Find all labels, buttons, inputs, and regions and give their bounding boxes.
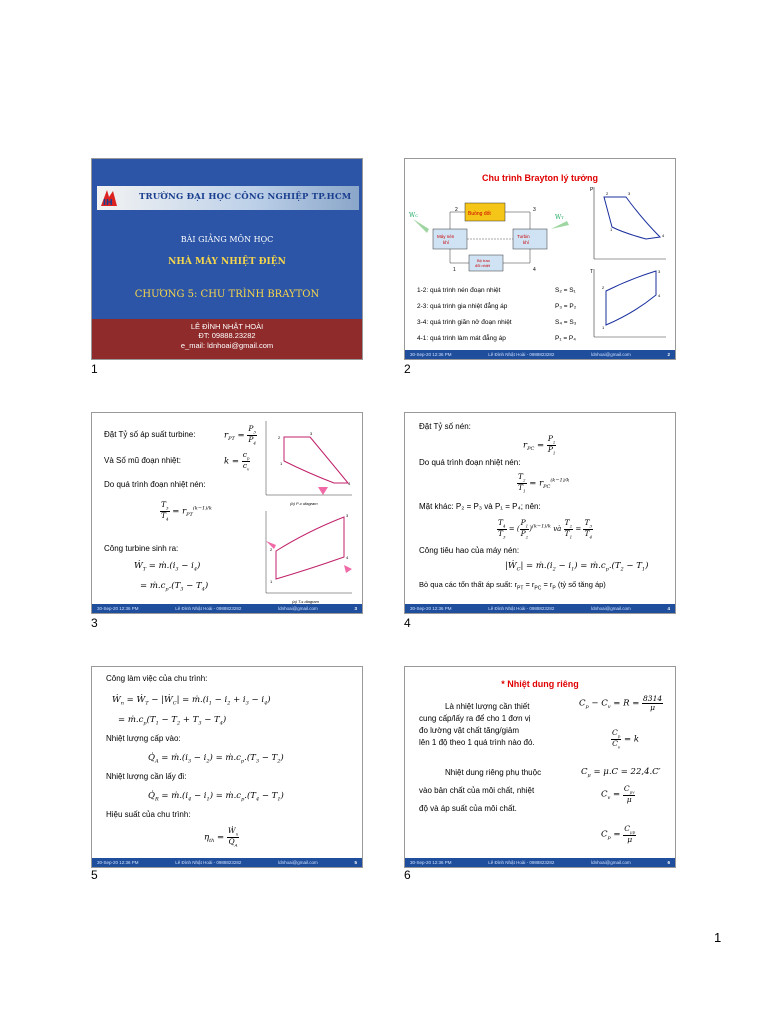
ts-diagram [260,507,356,607]
slide-6 [404,666,676,868]
pressure-loss-note: Bỏ qua các tổn thất áp suất: $r_{PT} = r_{PC} = r_P$ (tỷ số tăng áp) [419,580,606,592]
slide-footer [405,350,675,359]
course-label: BÀI GIẢNG MÔN HỌC [180,235,274,244]
svg-text:2: 2 [606,191,609,196]
slide-5 [91,666,363,868]
footer-date: 30-Sep-20 12:36 PM [97,606,139,611]
equation-k: k = $\frac{c_p}{c_v}$ [224,450,250,471]
text-line: Mặt khác: P₂ = P₃ và P₁ = P₄; nên: [419,502,541,511]
course-name: NHÀ MÁY NHIỆT ĐIỆN [168,257,286,267]
equation-wn-1: Ẇ$_n$ = Ẇ$_T$ − |Ẇ$_C$| = $ṁ.(i_1 - i_2 + i_3 - i_4)$ [112,695,271,707]
process-2-3-cond: P₃ = P₂ [555,303,577,310]
text-line: lên 1 độ theo 1 quá trình nào đó. [419,738,535,747]
process-1-2: 1-2: quá trình nén đoạn nhiệt [417,287,501,294]
process-2-3: 2-3: quá trình gia nhiệt đẳng áp [417,303,508,310]
wt-label: WT [555,214,564,221]
text-line: Hiệu suất của chu trình: [106,810,191,819]
process-3-4-cond: S₄ = S₃ [555,319,577,326]
equation-wc: |Ẇ$_C$| = $ṁ.(i_2 - i_1)$ = $ṁ.c_p.(T_2 - T_1)$ [505,561,649,573]
point-1: 1 [453,267,456,273]
pv-diagram [590,183,670,263]
university-name: TRƯỜNG ĐẠI HỌC CÔNG NGHIỆP TP.HCM [139,192,352,202]
wc-label: WC [409,212,419,219]
point-3: 3 [533,207,536,213]
text-line: đo lường vật chất tăng/giảm [419,726,519,735]
brayton-schematic-diagram [405,185,590,279]
slide-number: 4 [404,616,411,630]
svg-text:1: 1 [602,325,605,330]
text-line: Và Số mũ đoạn nhiệt: [104,456,181,465]
text-line: Công turbine sinh ra: [104,544,179,553]
author-email: e_mail: ldnhoai@gmail.com [180,340,274,350]
slide-2 [404,158,676,360]
turbine-label: Turbin [517,234,530,239]
equation-k: $\frac{C_p}{C_v}$ = k [612,728,639,749]
footer-email: ldnhoai@gmail.com [278,606,318,611]
author-band [92,319,362,360]
svg-text:P: P [590,187,594,193]
text-line: Nhiệt dung riêng phụ thuộc [445,768,542,777]
page-number: 1 [714,930,722,945]
equation-wt-1: Ẇ$_T$ = $ṁ.(i_3 - i_4)$ [134,561,201,573]
footer-page: 2 [667,352,670,357]
text-line: Công làm việc của chu trình: [106,674,208,683]
process-3-4: 3-4: quá trình giãn nở đoạn nhiệt [417,319,512,326]
equation-qr: $Q̇_R$ = $ṁ.(i_4 - i_1)$ = $ṁ.c_p.(T_4 - T_1)$ [148,791,284,803]
svg-text:1: 1 [610,227,613,232]
equation-ratio: $\frac{T_4}{T_3}$ = ( $\frac{P_1}{P_2}$ )$^{(k-1)/k}$ và $\frac{T_2}{T_1}$ = $\frac{T_3}{T_4}$ [498,518,592,539]
footer-date: 30-Sep-20 12:36 PM [410,606,452,611]
equation-qa: $Q̇_A$ = $ṁ.(i_3 - i_2)$ = $ṁ.c_p.(T_3 - T_2)$ [148,753,284,765]
slide-footer [405,858,675,867]
cooler-label-2: đổi nhiệt [475,263,491,268]
svg-text:IH: IH [103,198,113,207]
point-2: 2 [455,207,458,213]
process-4-1: 4-1: quá trình làm mát đẳng áp [417,335,506,342]
slide-4 [404,412,676,614]
burner-label: Buồng đốt [468,211,491,217]
footer-email: ldnhoai@gmail.com [591,606,631,611]
equation-wn-2: = $ṁ.c_p(T_1 - T_2 + T_3 - T_4)$ [118,715,227,727]
footer-page: 3 [354,606,357,611]
equation-rpt: $r_{PT}$ = $\frac{P_3}{P_4}$ [224,424,256,445]
slide-footer [405,604,675,613]
slide-number: 2 [404,362,411,376]
text-line: Đặt Tỷ số áp suất turbine: [104,430,196,439]
equation-t3-t4: $\frac{T_3}{T_4}$ = $r_{PT}^{(k-1)/k}$ [161,500,212,521]
text-line: Đặt Tỷ số nén: [419,422,471,431]
footer-author: Lê Đình Nhật Hoài - 0988823282 [488,606,555,611]
svg-text:3: 3 [346,513,349,518]
slide-title: * Nhiệt dung riêng [501,679,579,689]
slide-number: 3 [91,616,98,630]
text-line: Là nhiệt lượng cần thiết [445,702,530,711]
university-logo-icon [99,188,119,208]
slide-number: 6 [404,868,411,882]
equation-eta: $\eta_{th}$ = $\frac{Ẇ_n}{Q̇_A}$ [204,826,239,847]
author-phone: ĐT: 09888.23282 [198,331,256,341]
footer-email: ldnhoai@gmail.com [278,860,318,865]
footer-email: ldnhoai@gmail.com [591,352,631,357]
compressor-label-2: khí [443,240,450,245]
equation-cv: $C_v$ = $\frac{C_{\mu v}}{\mu}$ [601,784,635,804]
svg-text:1: 1 [270,579,273,584]
chapter-title: CHƯƠNG 5: CHU TRÌNH BRAYTON [134,289,320,300]
slide-number: 1 [91,362,98,376]
text-line: Nhiệt lượng cấp vào: [106,734,181,743]
process-1-2-cond: S₂ = S₁ [555,287,576,294]
svg-text:3: 3 [658,269,661,274]
equation-wt-2: = $ṁ.c_p.(T_3 - T_4)$ [140,581,209,593]
pv-diagram [260,417,356,507]
slide-1 [91,158,363,360]
slide-title: Chu trình Brayton lý tưởng [482,173,598,183]
process-4-1-cond: P₁ = P₄ [555,335,576,342]
pv-caption: (b) P-v diagram [290,501,318,506]
svg-text:T: T [590,269,594,275]
footer-author: Lê Đình Nhật Hoài - 0988823282 [488,352,555,357]
text-line: Do quá trình đoạn nhiệt nén: [104,480,206,489]
text-line: Nhiệt lượng cần lấy đi: [106,772,187,781]
footer-email: ldnhoai@gmail.com [591,860,631,865]
svg-text:3: 3 [310,431,313,436]
equation-rpc: $r_{PC}$ = $\frac{P_2}{P_1}$ [523,434,556,455]
svg-text:4: 4 [658,293,661,298]
text-line: vào bản chất của môi chất, nhiệt [419,786,535,795]
footer-date: 30-Sep-20 12:36 PM [97,860,139,865]
footer-author: Lê Đình Nhật Hoài - 0988823282 [175,606,242,611]
svg-text:2: 2 [278,435,281,440]
footer-page: 5 [354,860,357,865]
slide-footer [92,858,362,867]
svg-text:1: 1 [280,461,283,466]
footer-date: 30-Sep-20 12:36 PM [410,352,452,357]
equation-cp: $C_p$ = $\frac{C_{\mu p}}{\mu}$ [601,824,636,844]
slide-3 [91,412,363,614]
footer-author: Lê Đình Nhật Hoài - 0988823282 [488,860,555,865]
equation-cp-cv: $C_p - C_v = R$ = $\frac{8314}{\mu}$ [579,694,663,712]
turbine-label-2: khí [523,240,530,245]
slide-number: 5 [91,868,98,882]
text-line: cung cấp/lấy ra để cho 1 đơn vị [419,714,531,723]
svg-text:4: 4 [348,481,351,486]
svg-text:2: 2 [602,285,605,290]
equation-cmu: $C_\mu = \mu.C = 22,4.C'$ [581,767,661,779]
svg-text:3: 3 [628,191,631,196]
author-name: LÊ ĐÌNH NHẬT HOÀI [190,322,264,331]
text-line: độ và áp suất của môi chất. [419,804,517,813]
footer-author: Lê Đình Nhật Hoài - 0988823282 [175,860,242,865]
footer-page: 4 [667,606,670,611]
svg-text:2: 2 [270,547,273,552]
point-4: 4 [533,267,536,273]
cooler-label: Bộ trao [477,258,490,263]
text-line: Công tiêu hao của máy nén: [419,546,520,555]
footer-page: 6 [667,860,670,865]
ts-caption: (a) T-s diagram [292,599,319,604]
svg-text:4: 4 [662,233,665,238]
compressor-label: Máy nén [437,234,455,239]
svg-text:4: 4 [346,555,349,560]
ts-diagram [590,265,670,341]
footer-date: 30-Sep-20 12:36 PM [410,860,452,865]
equation-t2-t1: $\frac{T_2}{T_1}$ = $r_{PC}^{(k-1)/k}$ [518,472,570,493]
slide-footer [92,604,362,613]
university-banner [97,186,359,210]
text-line: Do quá trình đoạn nhiệt nén: [419,458,521,467]
